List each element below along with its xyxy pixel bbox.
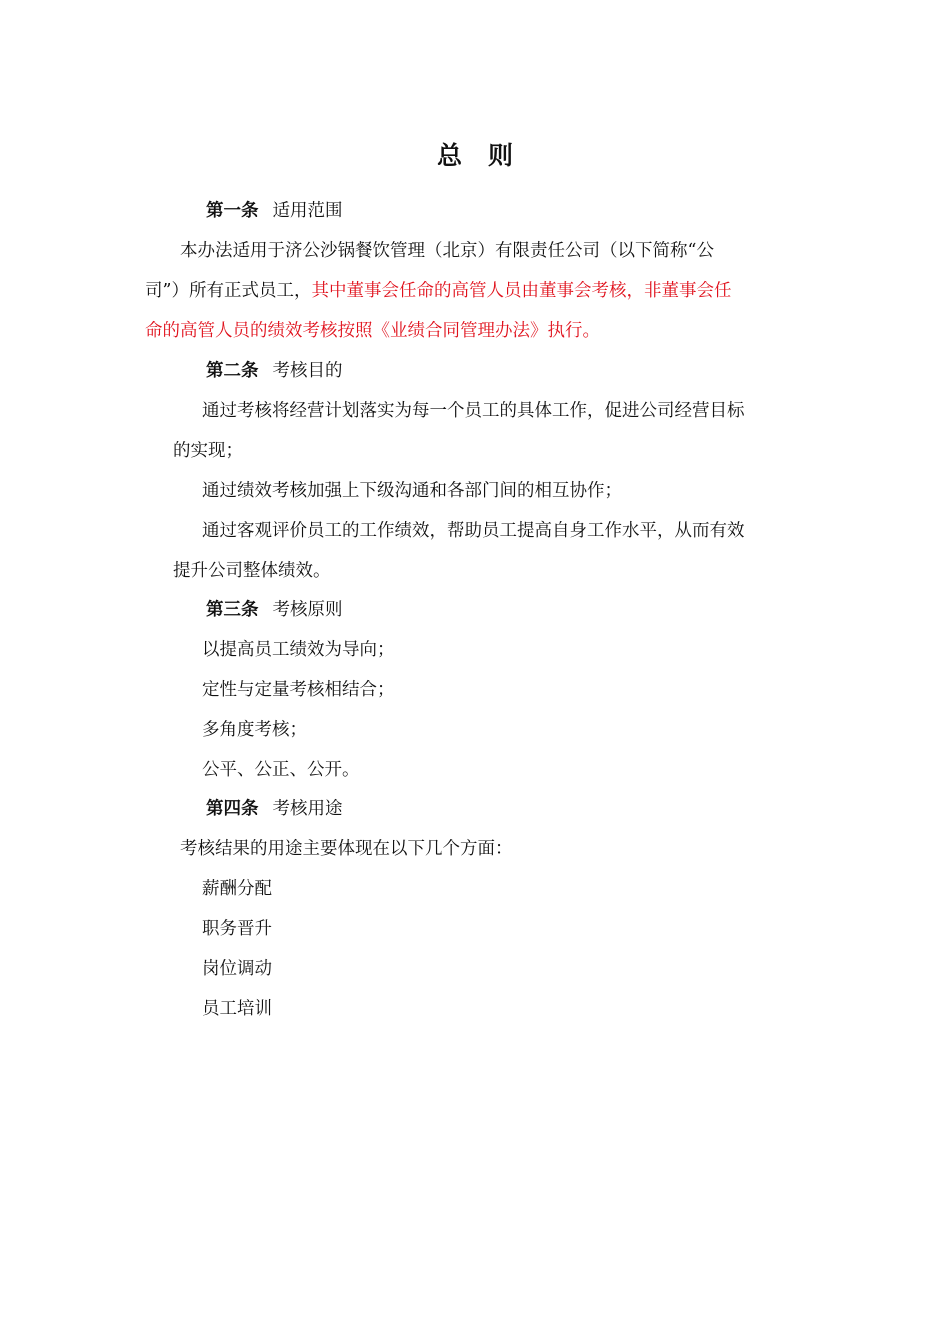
s2-p1-line-2: 的实现； <box>173 441 243 461</box>
s3-item-4: 公平、公正、公开。 <box>202 760 360 780</box>
s4-item-4: 员工培训 <box>202 999 272 1019</box>
title-char-2: 则 <box>488 141 514 170</box>
s2-p1-line-1: 通过考核将经营计划落实为每一个员工的具体工作，促进公司经营目标 <box>202 401 745 421</box>
s4-item-3: 岗位调动 <box>202 959 272 979</box>
section-heading-3: 第三条 考核原则 <box>206 600 343 620</box>
title-char-1: 总 <box>436 141 462 170</box>
s2-p3-line-2: 提升公司整体绩效。 <box>173 561 331 581</box>
s2-p3-line-1: 通过客观评价员工的工作绩效，帮助员工提高自身工作水平，从而有效 <box>202 521 745 541</box>
section-heading-1: 第一条 适用范围 <box>206 201 343 221</box>
s4-item-1: 薪酬分配 <box>202 879 272 899</box>
s4-intro: 考核结果的用途主要体现在以下几个方面： <box>180 839 513 859</box>
page-title <box>0 136 950 172</box>
s3-item-1: 以提高员工绩效为导向； <box>202 640 395 660</box>
s2-p2: 通过绩效考核加强上下级沟通和各部门间的相互协作； <box>202 481 622 501</box>
s1-highlight-1: 其中董事会任命的高管人员由董事会考核，非董事会任 <box>311 281 732 301</box>
s3-item-2: 定性与定量考核相结合； <box>202 680 395 700</box>
section-heading-2: 第二条 考核目的 <box>206 361 343 381</box>
section-heading-4: 第四条 考核用途 <box>206 799 343 819</box>
s1-line-1: 本办法适用于济公沙锅餐饮管理（北京）有限责任公司（以下简称“公 <box>180 241 714 261</box>
s3-item-3: 多角度考核； <box>202 720 307 740</box>
s1-line-2: 司”）所有正式员工，其中董事会任命的高管人员由董事会考核，非董事会任 <box>145 281 732 301</box>
s4-item-2: 职务晋升 <box>202 919 272 939</box>
s1-highlight-2: 命的高管人员的绩效考核按照《业绩合同管理办法》执行。 <box>145 321 600 341</box>
